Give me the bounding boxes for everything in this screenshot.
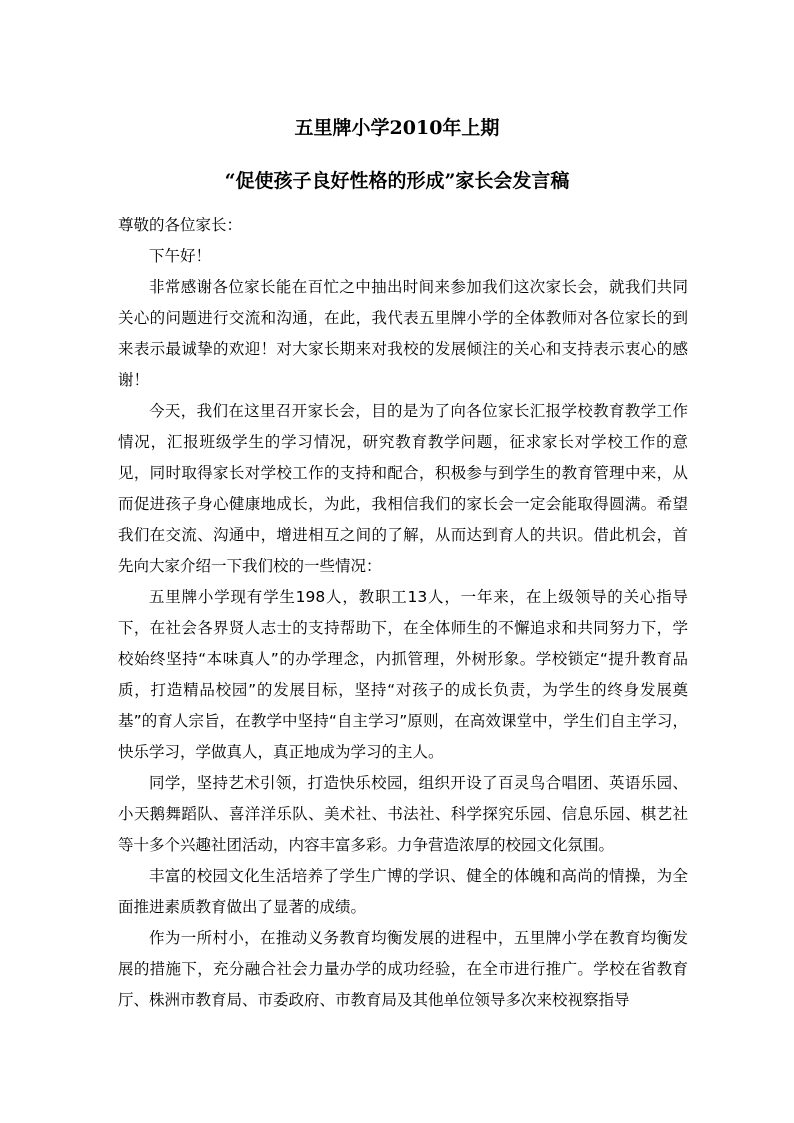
paragraph-purpose: 今天，我们在这里召开家长会，目的是为了向各位家长汇报学校教育教学工作情况，汇报班级学生的学习情况，研究教育教学问题，征求家长对学校工作的意见，同时取得家长对学校工作的支持和配合，积极参与到学生的教育管理中来，从而促进孩子身心健康地成长，为此，我相信我们的家长会一定会能取得圆满。希望我们在交流、沟通中，增进相互之间的了解，从而达到育人的共识。借此机会，首先向大家介绍一下我们校的一些情况： bbox=[118, 402, 688, 575]
paragraph-greeting: 下午好！ bbox=[149, 247, 212, 265]
paragraph-thanks: 非常感谢各位家长能在百忙之中抽出时间来参加我们这次家长会，就我们共同关心的问题进行交流和沟通，在此，我代表五里牌小学的全体教师对各位家长的到来表示最诚挚的欢迎！对大家长期来对我校的发展倾注的关心和支持表示衷心的感谢！ bbox=[118, 278, 688, 389]
document-title-line1: 五里牌小学2010年上期 bbox=[294, 117, 500, 139]
salutation: 尊敬的各位家长： bbox=[118, 216, 243, 234]
paragraph-activities: 同学，坚持艺术引领，打造快乐校园，组织开设了百灵鸟合唱团、英语乐园、小天鹅舞蹈队、喜洋洋乐队、美术社、书法社、科学探究乐园、信息乐园、棋艺社等十多个兴趣社团活动，内容丰富多彩。力争营造浓厚的校园文化氛围。 bbox=[118, 774, 688, 854]
paragraph-school-intro: 五里牌小学现有学生198人，教职工13人，一年来，在上级领导的关心指导下，在社会各界贤人志士的支持帮助下，在全体师生的不懈追求和共同努力下，学校始终坚持“本味真人”的办学理念，内抓管理，外树形象。学校锁定“提升教育品质，打造精品校园”的发展目标，坚持“对孩子的成长负责，为学生的终身发展奠基”的育人宗旨，在教学中坚持“自主学习”原则，在高效课堂中，学生们自主学习，快乐学习，学做真人，真正地成为学习的主人。 bbox=[118, 588, 688, 761]
paragraph-village-school: 作为一所村小，在推动义务教育均衡发展的进程中，五里牌小学在教育均衡发展的措施下，充分融合社会力量办学的成功经验，在全市进行推广。学校在省教育厅、株洲市教育局、市委政府、市教育局及其他单位领导多次来校视察指导 bbox=[118, 929, 688, 1009]
document-body bbox=[118, 241, 688, 1016]
document-title-line2: “促使孩子良好性格的形成”家长会发言稿 bbox=[224, 170, 570, 192]
paragraph-achievements: 丰富的校园文化生活培养了学生广博的学识、健全的体魄和高尚的情操，为全面推进素质教育做出了显著的成绩。 bbox=[118, 867, 688, 916]
